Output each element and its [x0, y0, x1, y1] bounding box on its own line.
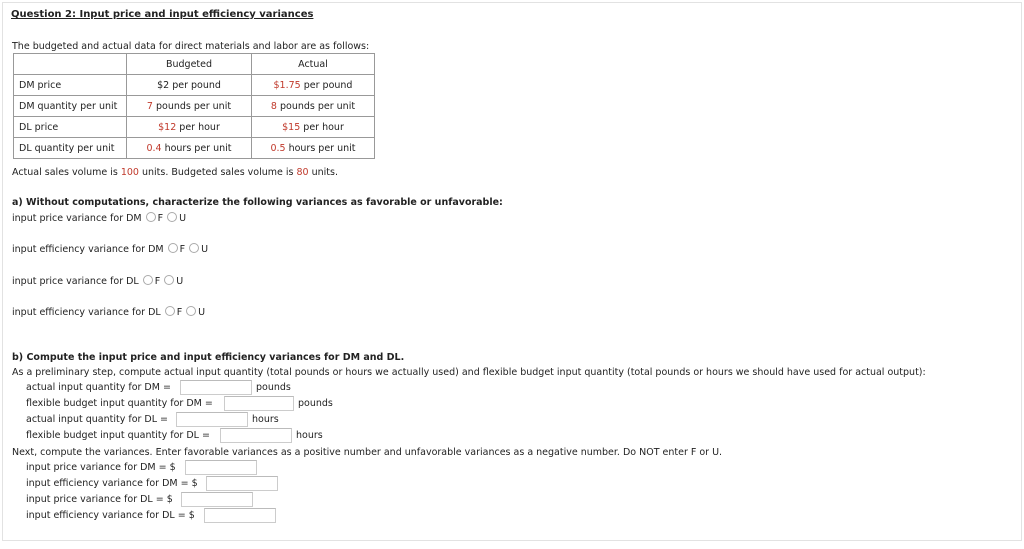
table-header-row: [14, 54, 375, 75]
dm-price-variance-label: input price variance for DM = $: [26, 462, 176, 473]
budgeted-value: $2: [157, 79, 170, 91]
prelim-text: As a preliminary step, compute actual input quantity (total pounds or hours we actually used) and flexible budget input quantity (total pounds or hours we should have used for actual output):: [12, 367, 926, 378]
dl-efficiency-variance-label: input efficiency variance for DL = $: [26, 510, 195, 521]
radio-favorable[interactable]: [165, 306, 175, 316]
sales-volume-text: Actual sales volume is 100 units. Budgeted sales volume is 80 units.: [12, 167, 338, 178]
dm-efficiency-variance-input[interactable]: [206, 476, 278, 491]
dl-flexible-qty-label: flexible budget input quantity for DL =: [26, 430, 210, 441]
dm-efficiency-variance-label: input efficiency variance for DM = $: [26, 478, 198, 489]
radio-unfavorable[interactable]: [164, 275, 174, 285]
dm-actual-qty-label: actual input quantity for DM =: [26, 382, 171, 393]
radio-favorable[interactable]: [146, 212, 156, 222]
intro-text: The budgeted and actual data for direct materials and labor are as follows:: [12, 41, 370, 52]
table-header-empty: [14, 54, 127, 75]
dl-efficiency-question: [12, 306, 205, 318]
radio-unfavorable[interactable]: [186, 306, 196, 316]
part-b-heading: b) Compute the input price and input efficiency variances for DM and DL.: [12, 352, 405, 363]
row-label: DM quantity per unit: [14, 96, 127, 117]
actual-cell: [252, 138, 375, 159]
budgeted-cell: [127, 138, 252, 159]
budgeted-value: $12: [158, 121, 177, 133]
table-row: [14, 117, 375, 138]
actual-cell: [252, 96, 375, 117]
budgeted-unit: hours per unit: [161, 142, 232, 154]
actual-sales-value: 100: [120, 167, 139, 178]
row-label: DL quantity per unit: [14, 138, 127, 159]
option-f-label: F: [176, 307, 183, 318]
dl-actual-qty-label: actual input quantity for DL =: [26, 414, 169, 425]
radio-favorable[interactable]: [143, 275, 153, 285]
question-label: input efficiency variance for DL: [12, 307, 161, 318]
actual-unit: per pound: [300, 79, 353, 91]
option-f-label: F: [157, 213, 164, 224]
table-row: [14, 75, 375, 96]
actual-value: 0.5: [270, 142, 286, 154]
budgeted-cell: [127, 75, 252, 96]
option-u-label: U: [176, 276, 184, 287]
row-label: DM price: [14, 75, 127, 96]
option-u-label: U: [179, 213, 187, 224]
budgeted-cell: [127, 96, 252, 117]
dm-flexible-qty-input[interactable]: [224, 396, 294, 411]
budgeted-unit: per pound: [169, 79, 221, 91]
dl-price-question: [12, 275, 183, 287]
budgeted-value: 7: [146, 100, 153, 112]
actual-unit: per hour: [300, 121, 344, 133]
budgeted-cell: [127, 117, 252, 138]
dm-price-variance-input[interactable]: [185, 460, 257, 475]
next-instructions: Next, compute the variances. Enter favorable variances as a positive number and unfavorable variances as a negative number. Do NOT enter F or U.: [12, 447, 723, 458]
option-u-label: U: [198, 307, 206, 318]
table-row: [14, 96, 375, 117]
dl-flexible-qty-input[interactable]: [220, 428, 292, 443]
actual-unit: pounds per unit: [276, 100, 356, 112]
radio-unfavorable[interactable]: [167, 212, 177, 222]
dl-price-variance-input[interactable]: [181, 492, 253, 507]
unit-label: pounds: [298, 398, 333, 409]
budgeted-value: 0.4: [146, 142, 162, 154]
dl-price-variance-label: input price variance for DL = $: [26, 494, 173, 505]
question-title: Question 2: Input price and input efficiency variances: [11, 9, 314, 20]
dm-price-question: [12, 212, 186, 224]
budget-actual-table: [13, 53, 375, 159]
radio-favorable[interactable]: [168, 243, 178, 253]
question-label: input efficiency variance for DM: [12, 244, 164, 255]
radio-unfavorable[interactable]: [189, 243, 199, 253]
budgeted-sales-value: 80: [296, 167, 309, 178]
budgeted-unit: per hour: [176, 121, 220, 133]
unit-label: hours: [296, 430, 323, 441]
table-header-actual: Actual: [252, 54, 375, 75]
unit-label: pounds: [256, 382, 291, 393]
dm-actual-qty-input[interactable]: [180, 380, 252, 395]
budgeted-unit: pounds per unit: [152, 100, 232, 112]
actual-value: $1.75: [273, 79, 301, 91]
table-row: [14, 138, 375, 159]
actual-unit: hours per unit: [285, 142, 356, 154]
question-label: input price variance for DM: [12, 213, 142, 224]
dl-actual-qty-input[interactable]: [176, 412, 248, 427]
option-f-label: F: [179, 244, 186, 255]
dl-efficiency-variance-input[interactable]: [204, 508, 276, 523]
unit-label: hours: [252, 414, 279, 425]
actual-value: 8: [270, 100, 277, 112]
actual-cell: [252, 75, 375, 96]
dm-efficiency-question: [12, 243, 208, 255]
option-f-label: F: [154, 276, 161, 287]
actual-cell: [252, 117, 375, 138]
dm-flexible-qty-label: flexible budget input quantity for DM =: [26, 398, 213, 409]
row-label: DL price: [14, 117, 127, 138]
table-header-budgeted: Budgeted: [127, 54, 252, 75]
actual-value: $15: [282, 121, 301, 133]
option-u-label: U: [201, 244, 209, 255]
part-a-heading: a) Without computations, characterize the following variances as favorable or unfavorable:: [12, 197, 503, 208]
question-label: input price variance for DL: [12, 276, 139, 287]
